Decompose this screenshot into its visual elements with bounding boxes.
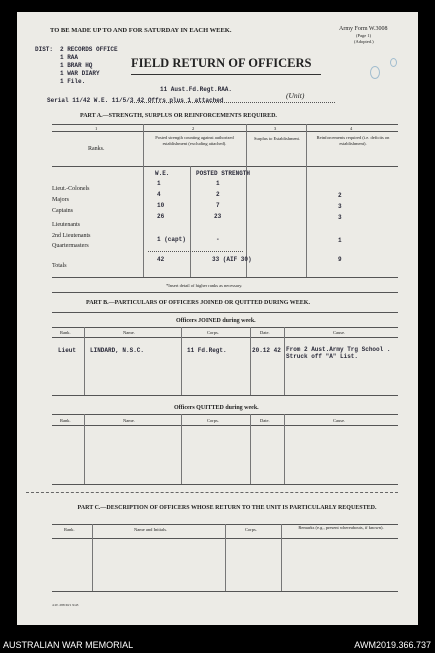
- table-rule: [52, 166, 398, 167]
- we-value: 10: [157, 202, 165, 209]
- table-rule: [52, 327, 398, 328]
- reinf-value: 2: [338, 192, 342, 199]
- archive-name: AUSTRALIAN WAR MEMORIAL: [3, 640, 134, 650]
- table-rule: [52, 124, 398, 125]
- joined-cause: From 2 Aust.Army Trg School . Struck off "A" List.: [286, 346, 391, 360]
- serial-line: Serial 11/42 W.E. 11/5/3 42 Offrs plus 1 attached: [47, 97, 224, 104]
- table-rule: [52, 425, 398, 426]
- table-divider: [181, 327, 182, 395]
- distribution-line: 1 WAR DIARY: [60, 70, 100, 77]
- col-corps: Corps.: [245, 527, 257, 532]
- col-date: Date.: [260, 418, 270, 423]
- col-rank: Rank.: [60, 330, 71, 335]
- distribution-line: 1 File.: [60, 78, 86, 85]
- col-name-initials: Name and Initials.: [134, 527, 168, 532]
- we-value: 1 (capt): [157, 236, 186, 243]
- col-remarks: Remarks (e.g., present whereabouts, if known).: [298, 525, 384, 530]
- posted-value: 23: [214, 213, 222, 220]
- totals-posted: 33 (AIF 30): [212, 256, 252, 263]
- table-divider: [181, 414, 182, 484]
- section-rule: [52, 292, 398, 293]
- col-number: 1: [95, 126, 98, 131]
- table-rule: [52, 395, 398, 396]
- ink-stamp-mark: [370, 66, 380, 79]
- totals-reinf: 9: [338, 256, 342, 263]
- form-adopted: (Adopted.): [354, 39, 374, 44]
- reinf-value: 1: [338, 237, 342, 244]
- part-a-footnote: *Insert detail of higher ranks as necessary.: [166, 283, 243, 288]
- table-divider: [84, 327, 85, 395]
- we-value: 26: [157, 213, 165, 220]
- table-divider: [190, 166, 191, 277]
- table-divider: [250, 414, 251, 484]
- posted-value: 7: [216, 202, 220, 209]
- table-rule: [52, 484, 398, 485]
- col-date: Date.: [260, 330, 270, 335]
- col-cause: Cause.: [333, 418, 346, 423]
- header-ranks: Ranks.: [88, 146, 105, 152]
- col-number: 4: [350, 126, 353, 131]
- rank-label: Captains: [52, 208, 73, 214]
- totals-we: 42: [157, 256, 165, 263]
- form-page: (Page 1): [356, 33, 372, 38]
- totals-rule: [148, 251, 243, 252]
- sub-header-posted: POSTED STRENGTH: [196, 170, 251, 177]
- joined-date: 20.12 42: [252, 347, 281, 354]
- part-b-heading: PART B.—PARTICULARS OF OFFICERS JOINED OR QUITTED DURING WEEK.: [86, 300, 310, 306]
- distribution-line: 1 RAA: [60, 54, 79, 61]
- unit-value: 11 Aust.Fd.Regt.RAA.: [160, 86, 233, 93]
- quitted-title: Officers QUITTED during week.: [174, 405, 259, 411]
- part-c-heading: PART C.—DESCRIPTION OF OFFICERS WHOSE RETURN TO THE UNIT IS PARTICULARLY REQUESTED.: [77, 505, 377, 511]
- rank-label: Quartermasters: [52, 243, 89, 249]
- sub-header-we: W.E.: [155, 170, 170, 177]
- table-divider: [284, 327, 285, 395]
- col-number: 2: [192, 126, 195, 131]
- tear-line: [26, 492, 398, 493]
- table-divider: [250, 327, 251, 395]
- unit-label: (Unit): [286, 91, 305, 100]
- col-name: Name.: [123, 330, 135, 335]
- archive-id: AWM2019.366.737: [354, 640, 431, 650]
- table-divider: [84, 414, 85, 484]
- distribution-line: 2 RECORDS OFFICE: [60, 46, 118, 53]
- form-number: Army Form W.3008: [339, 26, 388, 32]
- reinf-value: 3: [338, 214, 342, 221]
- table-rule: [52, 591, 398, 592]
- joined-corps: 11 Fd.Regt.: [187, 347, 227, 354]
- posted-value: 2: [216, 191, 220, 198]
- posted-value: -: [216, 236, 220, 243]
- col-rank: Rank.: [60, 418, 71, 423]
- table-rule: [52, 277, 398, 278]
- table-divider: [92, 524, 93, 591]
- col-corps: Corps.: [207, 330, 219, 335]
- table-divider: [284, 414, 285, 484]
- col-rank: Rank.: [64, 527, 75, 532]
- table-divider: [246, 124, 247, 277]
- rank-label: 2nd Lieutenants: [52, 233, 91, 239]
- joined-title: Officers JOINED during week.: [176, 318, 256, 324]
- part-a-heading: PART A.—STRENGTH, SURPLUS OR REINFORCEMENTS REQUIRED.: [80, 113, 277, 119]
- header-posted-strength: Posted strength counting against authorized establishment (excluding attached).: [155, 135, 234, 146]
- ink-stamp-mark: [390, 58, 397, 67]
- table-divider: [281, 524, 282, 591]
- rank-label: Lieut.-Colonels: [52, 186, 90, 192]
- col-name: Name.: [123, 418, 135, 423]
- table-divider: [143, 124, 144, 277]
- header-instruction: TO BE MADE UP TO AND FOR SATURDAY IN EACH WEEK.: [50, 27, 232, 34]
- form-title: FIELD RETURN OF OFFICERS: [131, 56, 312, 70]
- reinf-value: 3: [338, 203, 342, 210]
- table-divider: [306, 124, 307, 277]
- table-rule: [52, 312, 398, 313]
- header-reinforcements: Reinforcements required (i.e. deficits on establishment).: [316, 135, 390, 146]
- distribution-label: DIST:: [35, 46, 54, 53]
- title-underline: [131, 74, 321, 75]
- header-surplus: Surplus to Establishment.: [253, 136, 301, 141]
- rank-label: Majors: [52, 197, 69, 203]
- rank-label: Lieutenants: [52, 222, 80, 228]
- printer-note: 4.W. 288 M/1 9/43: [52, 603, 79, 607]
- we-value: 4: [157, 191, 161, 198]
- joined-rank: Lieut: [58, 347, 77, 354]
- col-number: 3: [274, 126, 277, 131]
- joined-name: LINDARD, N.S.C.: [90, 347, 145, 354]
- archive-caption-bar: [0, 637, 435, 653]
- distribution-line: 1 BRAR HQ: [60, 62, 93, 69]
- posted-value: 1: [216, 180, 220, 187]
- table-divider: [225, 524, 226, 591]
- table-rule: [52, 131, 398, 132]
- table-rule: [52, 414, 398, 415]
- col-cause: Cause.: [333, 330, 346, 335]
- table-rule: [52, 337, 398, 338]
- we-value: 1: [157, 180, 161, 187]
- totals-label: Totals: [52, 263, 67, 269]
- col-corps: Corps.: [207, 418, 219, 423]
